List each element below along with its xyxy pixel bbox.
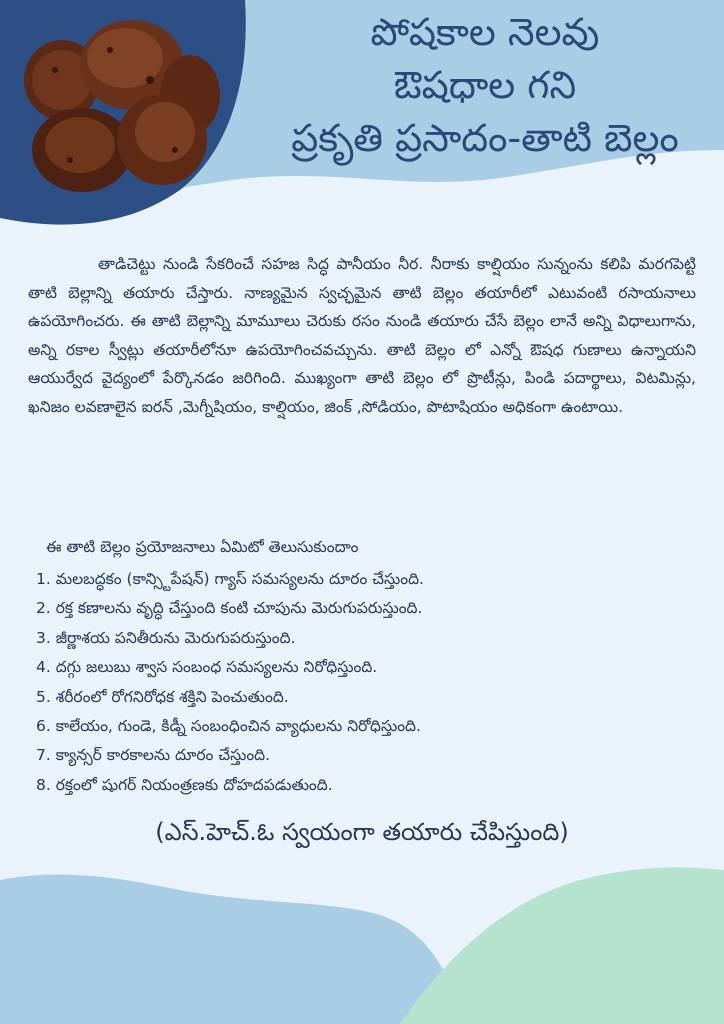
- list-item: 4. దగ్గు జలుబు శ్వాస సంబంధ సమస్యలను నిరోధిస్తుంది.: [36, 658, 378, 677]
- title-line-2: ఔషధాల గని: [393, 63, 577, 107]
- list-item: 7. క్యాన్సర్ కారకాలను దూరం చేస్తుంది.: [36, 746, 271, 765]
- page-title: [250, 6, 720, 165]
- list-item: 3. జీర్ణాశయ పనితీరును మెరుగుపరుస్తుంది.: [36, 628, 296, 647]
- list-item: 2. రక్త కణాలను వృద్ధి చేస్తుంది కంటి చూపును మెరుగుపరుస్తుంది.: [36, 599, 423, 618]
- title-line-3: ప్రకృతి ప్రసాదం-తాటి బెల్లం: [291, 116, 679, 160]
- benefits-heading: ఈ తాటి బెల్లం ప్రయోజనాలు ఏమిటో తెలుసుకుందాం: [46, 538, 359, 556]
- bottom-wave-green: [400, 867, 724, 1024]
- title-line-1: పోషకాల నెలవు: [370, 10, 600, 54]
- benefits-list: [36, 565, 696, 800]
- list-item: 8. రక్తంలో షుగర్ నియంత్రణకు దోహదపడుతుంది.: [36, 775, 333, 794]
- bottom-wave-blue: [0, 875, 470, 1024]
- intro-paragraph: [28, 250, 696, 422]
- list-item: 5. శరీరంలో రోగనిరోధక శక్తిని పెంచుతుంది.: [36, 687, 289, 706]
- footer-note: (ఎస్.హెచ్.ఓ స్వయంగా తయారు చేపిస్తుంది): [155, 818, 569, 846]
- intro-paragraph-text: తాడిచెట్టు నుండి సేకరించే సహజ సిద్ధ పానీయం నీర. నీరాకు కాల్షియం సున్నంను కలిపి మరగపెట్టి తాటి బెల్లాన్ని తయారు చేస్తారు. నాణ్యమైన స్వచ్ఛమైన తాటి బెల్లం తయారీలో ఎటువంటి రసాయనాలు ఉపయోగించరు. ఈ తాటి బెల్లాన్ని మామూలు చెరుకు రసం నుండి తయారు చేసే బెల్లం లానే అన్ని విధాలుగాను, అన్ని రకాల స్వీట్లు తయారీలోనూ ఉపయోగించవచ్చును. తాటి బెల్లం లో ఎన్నో ఔషధ గుణాలు ఉన్నాయని ఆయుర్వేద వైద్యంలో పేర్కొనడం జరిగింది. ముఖ్యంగా తాటి బెల్లం లో ప్రొటీన్లు, పిండి పదార్థాలు, విటమిన్లు, ఖనిజం లవణాలైన ఐరన్ ,మెగ్నీషియం, కాల్షియం, జింక్ ,సోడియం, పొటాషియం అధికంగా ఉంటాయి.: [28, 255, 696, 416]
- list-item: 6. కాలేయం, గుండె, కిడ్నీ సంబంధించిన వ్యాధులను నిరోధిస్తుంది.: [36, 717, 421, 736]
- list-item: 1. మలబద్ధకం (కాన్స్టిపేషన్) గ్యాస్ సమస్యలను దూరం చేస్తుంది.: [36, 570, 424, 588]
